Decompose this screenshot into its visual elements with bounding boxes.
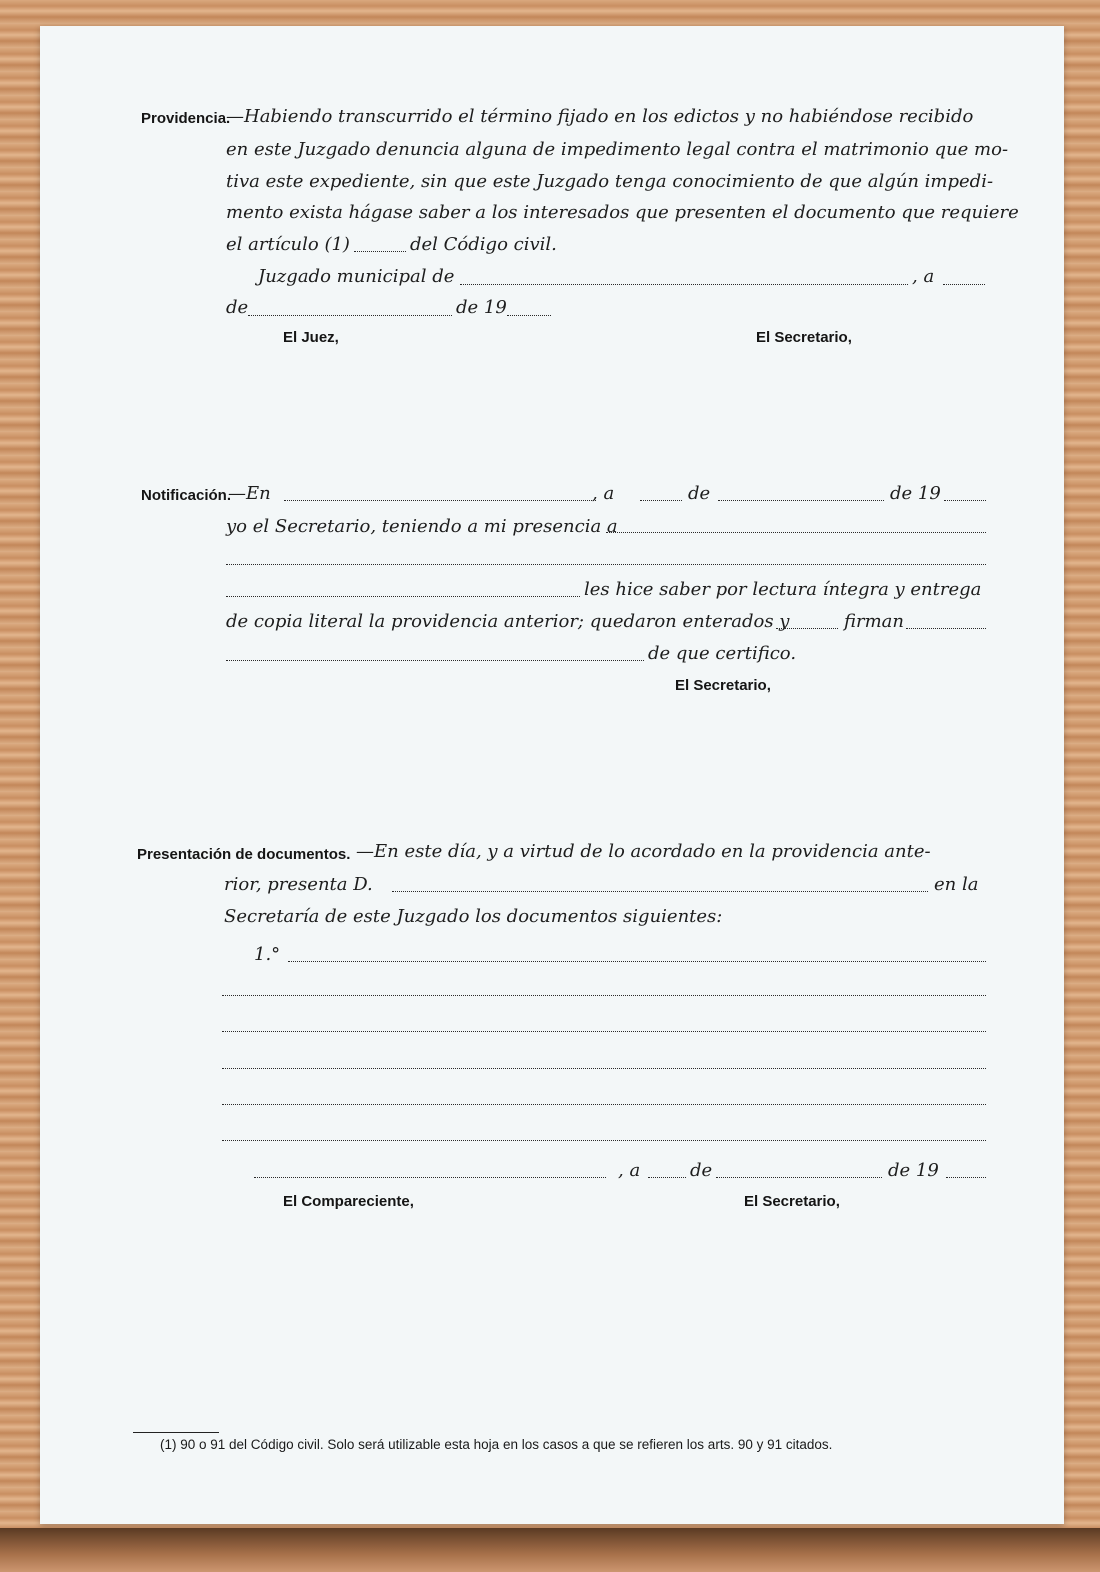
providencia-line-5b: del Código civil. (410, 234, 557, 255)
comma-a-label: , a (618, 1160, 641, 1181)
document-line-1[interactable] (288, 961, 986, 962)
document-line-4[interactable] (222, 1068, 986, 1069)
notificacion-line-2: yo el Secretario, teniendo a mi presencia a (226, 516, 618, 537)
juzgado-municipal-field[interactable] (460, 284, 908, 285)
person-field-3[interactable] (226, 596, 580, 597)
presentacion-line-3: Secretaría de este Juzgado los documentos siguientes: (224, 906, 723, 927)
notificacion-en: —En (228, 483, 271, 504)
article-number-field[interactable] (354, 251, 406, 252)
providencia-line-3: tiva este expediente, sin que este Juzgado tenga conocimiento de que algún impedi- (226, 171, 994, 192)
person-field-2[interactable] (226, 564, 986, 565)
secretario-signature-label: El Secretario, (756, 329, 852, 346)
item-1-label: 1.° (254, 944, 281, 965)
presentacion-heading: Presentación de documentos. (137, 846, 351, 863)
providencia-line-1: —Habiendo transcurrido el término fijado en los edictos y no habiéndose recibido (226, 106, 974, 127)
table-edge (0, 1528, 1100, 1572)
place-field[interactable] (254, 1177, 606, 1178)
presenter-field[interactable] (392, 891, 928, 892)
footnote-text: (1) 90 o 91 del Código civil. Solo será utilizable esta hoja en los casos a que se refieren los arts. 90 y 91 citados. (160, 1437, 833, 1452)
juzgado-municipal-label: Juzgado municipal de (258, 266, 455, 287)
document-line-2[interactable] (222, 995, 986, 996)
firman-field-2[interactable] (226, 660, 644, 661)
notificacion-line-5b: firman (844, 611, 905, 632)
day-field[interactable] (640, 500, 682, 501)
providencia-heading: Providencia. (141, 110, 231, 127)
providencia-line-5a: el artículo (1) (226, 234, 350, 255)
secretario-signature-label: El Secretario, (675, 677, 771, 694)
month-field[interactable] (716, 1177, 882, 1178)
providencia-line-4: mento exista hágase saber a los interesados que presenten el documento que requiere (226, 202, 1019, 223)
day-field[interactable] (648, 1177, 686, 1178)
year-field[interactable] (946, 1177, 986, 1178)
de-19-label: de 19 (890, 483, 941, 504)
juez-signature-label: El Juez, (283, 329, 339, 346)
comma-a-label: , a (912, 266, 935, 287)
day-field[interactable] (943, 284, 985, 285)
enterados-field[interactable] (776, 628, 838, 629)
presentacion-line-2b: en la (934, 874, 979, 895)
de-19-label: de 19 (456, 297, 507, 318)
year-field[interactable] (944, 500, 986, 501)
person-field[interactable] (606, 532, 986, 533)
month-field[interactable] (718, 500, 884, 501)
footnote-rule (133, 1432, 219, 1433)
notificacion-heading: Notificación. (141, 487, 232, 504)
comma-a-label: , a (592, 483, 615, 504)
de-19-label: de 19 (888, 1160, 939, 1181)
document-line-6[interactable] (222, 1140, 986, 1141)
presentacion-line-1: —En este día, y a virtud de lo acordado en la providencia ante- (356, 841, 931, 862)
de-label: de (688, 483, 711, 504)
presentacion-line-2a: rior, presenta D. (224, 874, 373, 895)
de-label: de (690, 1160, 713, 1181)
secretario-signature-label: El Secretario, (744, 1193, 840, 1210)
firman-field[interactable] (906, 628, 986, 629)
document-line-5[interactable] (222, 1104, 986, 1105)
notificacion-line-6: de que certifico. (648, 643, 797, 664)
de-label: de (226, 297, 249, 318)
notificacion-line-5a: de copia literal la providencia anterior; quedaron enterados y (226, 611, 790, 632)
document-line-3[interactable] (222, 1031, 986, 1032)
providencia-line-2: en este Juzgado denuncia alguna de impedimento legal contra el matrimonio que mo- (226, 139, 1009, 160)
notificacion-line-4: les hice saber por lectura íntegra y entrega (584, 579, 982, 600)
place-field[interactable] (284, 500, 596, 501)
year-field[interactable] (507, 315, 551, 316)
compareciente-signature-label: El Compareciente, (283, 1193, 414, 1210)
month-field[interactable] (248, 315, 452, 316)
